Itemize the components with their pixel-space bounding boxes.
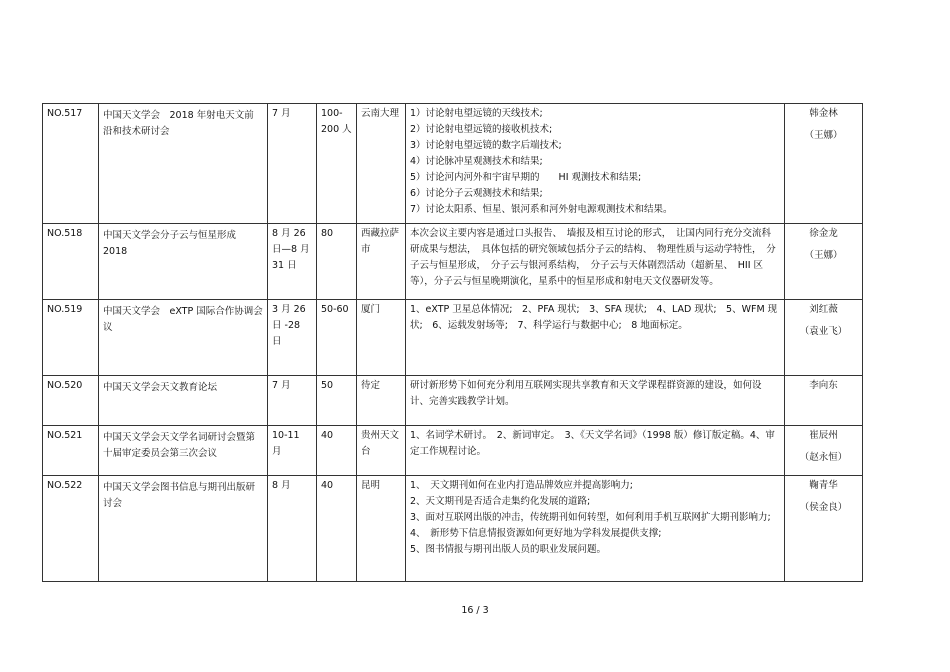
contact-person: （王娜）	[804, 250, 843, 261]
meeting-time: 7 月	[268, 376, 317, 426]
meeting-attendees: 50-60	[317, 300, 357, 376]
content-line: 3、面对互联网出版的冲击，传统期刊如何转型，如何利用手机互联网扩大期刊影响力;	[410, 512, 771, 523]
meeting-attendees: 50	[317, 376, 357, 426]
table-row	[43, 104, 863, 224]
meeting-content	[406, 426, 785, 476]
contact-person: （袁业飞）	[799, 326, 848, 337]
meeting-attendees: 100-200 人	[317, 104, 357, 224]
meeting-contact	[785, 476, 863, 582]
meeting-contact	[785, 376, 863, 426]
meeting-name-cell	[99, 376, 268, 426]
contact-person: 李向东	[809, 380, 838, 391]
meeting-content	[406, 476, 785, 582]
content-line: 1、 天文期刊如何在业内打造品牌效应并提高影响力;	[410, 480, 633, 491]
content-line: 5、图书情报与期刊出版人员的职业发展问题。	[410, 544, 607, 555]
table-row	[43, 476, 863, 582]
content-line: 本次会议主要内容是通过口头报告、 墙报及相互讨论的形式， 让国内同行充分交流科研成果与想法， 具体包括的研究领域包括分子云的结构、 物理性质与运动学特性， 分子云与恒星形成， 分子云与银河系结构， 分子云与天体剧烈活动（超新星、 HII 区等），分子云与恒星晚期演化，星系中的恒星形成和射电天文仪器研发等。	[410, 228, 776, 287]
meeting-name-cell	[99, 476, 268, 582]
meeting-location: 待定	[357, 376, 406, 426]
meeting-content	[406, 104, 785, 224]
meeting-table	[42, 103, 863, 582]
content-line: 5）讨论河内河外和宇宙早期的 HI 观测技术和结果;	[410, 172, 642, 183]
meeting-time: 8 月 26 日—8 月 31 日	[268, 224, 317, 300]
meeting-contact	[785, 104, 863, 224]
meeting-contact	[785, 224, 863, 300]
meeting-time: 3 月 26 日 -28 日	[268, 300, 317, 376]
contact-person: （王娜）	[804, 130, 843, 141]
contact-person: 崔辰州	[809, 430, 838, 441]
meeting-contact	[785, 426, 863, 476]
meeting-name: 中国天文学会 eXTP 国际合作协调会议	[103, 306, 263, 333]
meeting-location: 西藏拉萨市	[357, 224, 406, 300]
table-row	[43, 224, 863, 300]
content-line: 6）讨论分子云观测技术和结果;	[410, 188, 543, 199]
content-line: 3）讨论射电望远镜的数字后端技术;	[410, 140, 562, 151]
meeting-content	[406, 300, 785, 376]
content-line: 研讨新形势下如何充分利用互联网实现共享教育和天文学课程群资源的建设，如何设计、完善实践教学计划。	[410, 380, 762, 407]
meeting-name-cell	[99, 426, 268, 476]
meeting-name: 中国天文学会天文学名词研讨会暨第十届审定委员会第三次会议	[103, 432, 256, 459]
content-line: 1、eXTP 卫星总体情况; 2、PFA 现状; 3、SFA 现状; 4、LAD 现状; 5、WFM 现状; 6、运载发射场等; 7、科学运行与数据中心; 8 地面标定。	[410, 304, 778, 331]
meeting-name: 中国天文学会天文教育论坛	[103, 382, 218, 393]
meeting-time: 10-11 月	[268, 426, 317, 476]
table-row	[43, 300, 863, 376]
meeting-name: 中国天文学会分子云与恒星形成 2018	[103, 230, 237, 257]
contact-person: （赵永恒）	[799, 452, 848, 463]
meeting-contact	[785, 300, 863, 376]
meeting-number: NO.518	[43, 224, 99, 300]
meeting-number: NO.519	[43, 300, 99, 376]
meeting-attendees: 40	[317, 426, 357, 476]
contact-person: （侯金良）	[799, 502, 848, 513]
table-row	[43, 376, 863, 426]
content-line: 7）讨论太阳系、恒星、银河系和河外射电源观测技术和结果。	[410, 204, 673, 215]
contact-person: 徐金龙	[809, 228, 838, 239]
meeting-content	[406, 224, 785, 300]
meeting-location: 贵州天文台	[357, 426, 406, 476]
meeting-name-cell	[99, 104, 268, 224]
meeting-attendees: 40	[317, 476, 357, 582]
page-number: 16 / 3	[461, 605, 489, 616]
content-line: 1、名词学术研讨。 2、新词审定。 3、《天文学名词》（1998 版）修订版定稿。4、审定工作规程讨论。	[410, 430, 775, 457]
contact-person: 韩金林	[809, 108, 838, 119]
content-line: 1）讨论射电望远镜的天线技术;	[410, 108, 543, 119]
meeting-name-cell	[99, 300, 268, 376]
meeting-location: 昆明	[357, 476, 406, 582]
meeting-number: NO.521	[43, 426, 99, 476]
content-line: 2、天文期刊是否适合走集约化发展的道路;	[410, 496, 591, 507]
table-row	[43, 426, 863, 476]
contact-person: 鞠青华	[809, 480, 838, 491]
meeting-time: 7 月	[268, 104, 317, 224]
meeting-attendees: 80	[317, 224, 357, 300]
meeting-time: 8 月	[268, 476, 317, 582]
content-line: 4、 新形势下信息情报资源如何更好地为学科发展提供支撑;	[410, 528, 662, 539]
meeting-number: NO.517	[43, 104, 99, 224]
content-line: 2）讨论射电望远镜的接收机技术;	[410, 124, 553, 135]
meeting-name: 中国天文学会 2018 年射电天文前沿和技术研讨会	[103, 110, 254, 137]
meeting-number: NO.520	[43, 376, 99, 426]
meeting-number: NO.522	[43, 476, 99, 582]
contact-person: 刘红薇	[809, 304, 838, 315]
content-line: 4）讨论脉冲星观测技术和结果;	[410, 156, 543, 167]
meeting-name-cell	[99, 224, 268, 300]
meeting-location: 厦门	[357, 300, 406, 376]
meeting-name: 中国天文学会图书信息与期刊出版研讨会	[103, 482, 256, 509]
meeting-content	[406, 376, 785, 426]
meeting-location: 云南大理	[357, 104, 406, 224]
